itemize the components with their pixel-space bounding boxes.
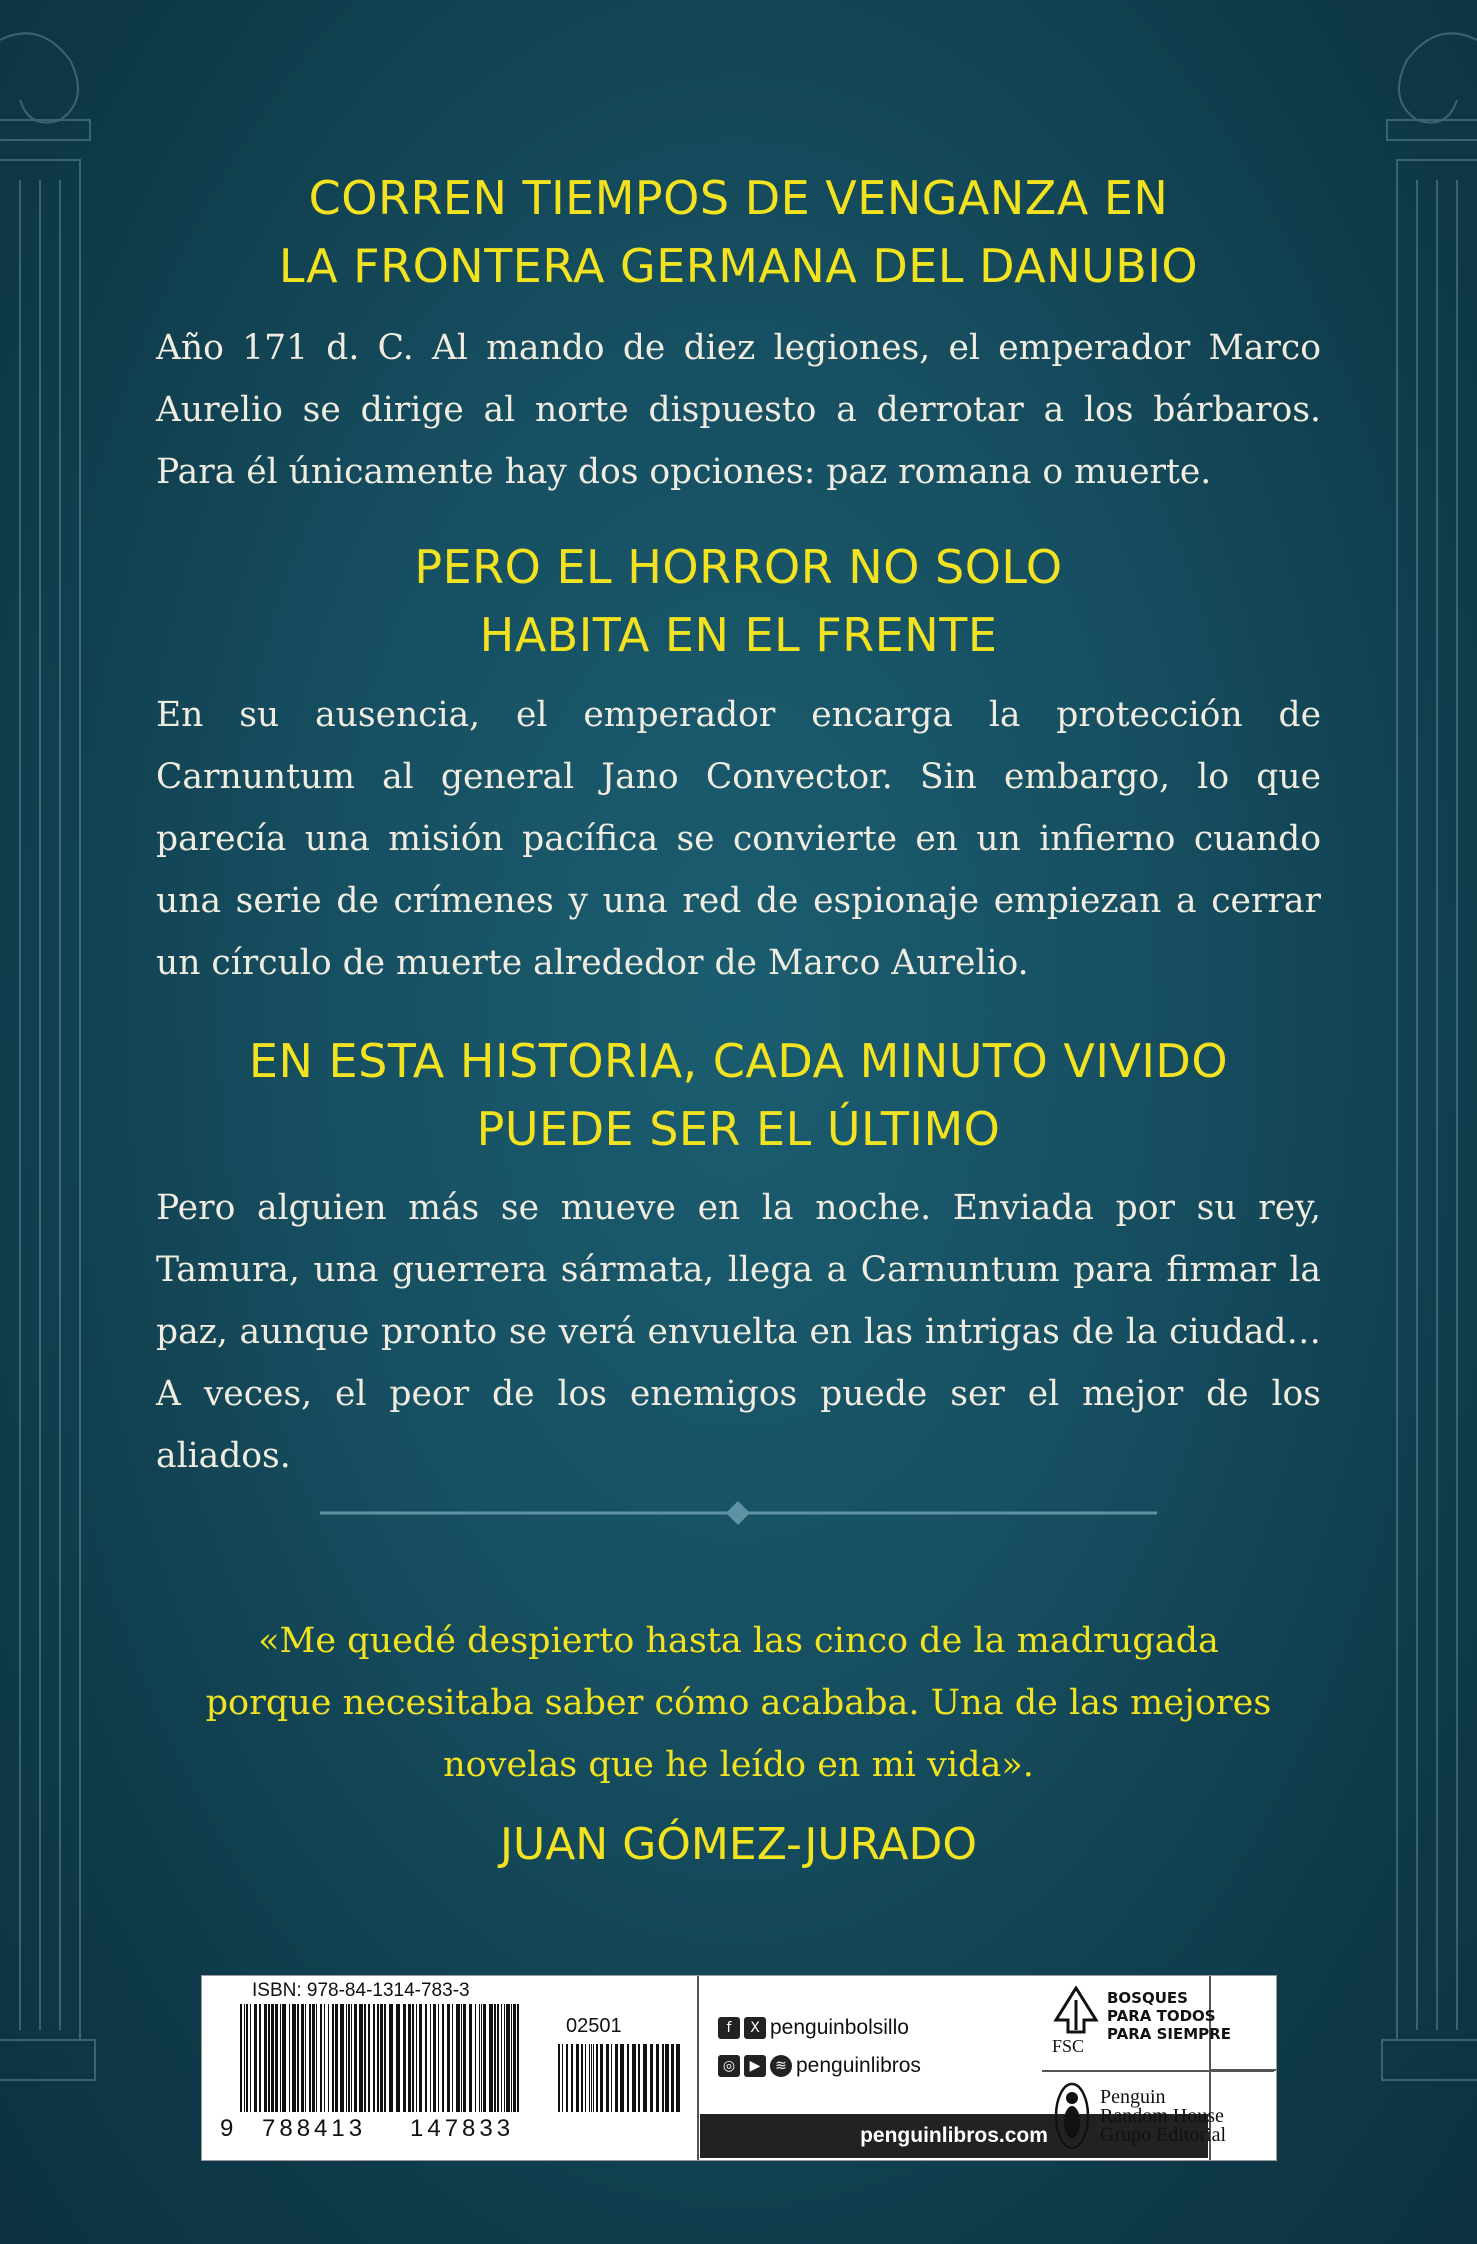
panel-separator: [1042, 2070, 1274, 2072]
website-link[interactable]: penguinlibros.com: [700, 2114, 1208, 2158]
barcode-bar: [324, 2004, 325, 2112]
penguin-logo-icon: [1054, 2082, 1090, 2150]
barcode-bar: [469, 2004, 472, 2112]
social-handle-2[interactable]: penguinlibros: [796, 2054, 921, 2077]
barcode-bar: [354, 2004, 357, 2112]
barcode-bar: [419, 2004, 422, 2112]
barcode-bar: [504, 2004, 505, 2112]
price-barcode-bar: [585, 2044, 586, 2112]
price-barcode-bar: [671, 2044, 674, 2112]
barcode-bar: [463, 2004, 466, 2112]
price-barcode-bar: [643, 2044, 647, 2112]
barcode-bar: [340, 2004, 344, 2112]
ornamental-divider: [320, 1498, 1157, 1528]
price-barcode-bar: [620, 2044, 624, 2112]
barcode-digit-first: 9: [220, 2115, 234, 2142]
quote-line2: porque necesitaba saber cómo acababa. Una de las mejores: [205, 1683, 1272, 1723]
barcode-bar: [456, 2004, 460, 2112]
price-barcode-bar: [650, 2044, 653, 2112]
right-column-ornament: [1372, 0, 1477, 2244]
barcode-bar: [246, 2004, 248, 2112]
barcode-bar: [479, 2004, 480, 2112]
fsc-line3: PARA SIEMPRE: [1107, 2025, 1231, 2043]
price-barcode-bar: [581, 2044, 583, 2112]
fsc-line2: PARA TODOS: [1107, 2007, 1216, 2025]
barcode-bar: [359, 2004, 363, 2112]
barcode-bar: [305, 2004, 306, 2112]
fsc-label: FSC: [1052, 2036, 1085, 2056]
price-barcode-bar: [638, 2044, 640, 2112]
barcode-bar: [517, 2004, 519, 2112]
section1-heading-line2: LA FRONTERA GERMANA DEL DANUBIO: [278, 239, 1199, 293]
barcode-bar: [301, 2004, 304, 2112]
isbn-text: ISBN: 978-84-1314-783-3: [252, 1980, 470, 2001]
left-column-ornament: [0, 0, 105, 2244]
section3-text: Pero alguien más se mueve en la noche. Enviada por su rey, Tamura, una guerrera sármata, llega a Carnuntum para firmar la paz, aunque pronto se verá envuelta en las intrigas de la ciudad… A veces, el peor de los enemigos puede ser el mejor de los aliados.: [156, 1188, 1321, 1476]
section2-heading: [156, 533, 1321, 669]
price-barcode-bar: [627, 2044, 629, 2112]
section3-heading-line1: EN ESTA HISTORIA, CADA MINUTO VIVIDO: [248, 1034, 1229, 1088]
barcode-panel: [201, 1975, 1277, 2161]
barcode-bar: [275, 2004, 278, 2112]
barcode-bar: [254, 2004, 257, 2112]
price-barcode-bar: [615, 2044, 618, 2112]
barcode-bar: [348, 2004, 350, 2112]
barcode-bar: [364, 2004, 366, 2112]
price-barcode-bar: [665, 2044, 669, 2112]
publisher-line2: Random House: [1100, 2105, 1224, 2127]
barcode-bar: [271, 2004, 274, 2112]
youtube-icon[interactable]: ▶: [744, 2055, 766, 2077]
barcode-bar: [380, 2004, 383, 2112]
barcode-bar: [259, 2004, 261, 2112]
barcode-bar: [384, 2004, 386, 2112]
barcode-bar: [292, 2004, 296, 2112]
barcode-digits-group2: 147833: [410, 2115, 515, 2142]
social-row-1: [718, 2016, 909, 2040]
section2-heading-line2: HABITA EN EL FRENTE: [479, 608, 998, 662]
barcode-bar: [425, 2004, 427, 2112]
barcode-bar: [368, 2004, 370, 2112]
social-row-2: [718, 2054, 921, 2078]
barcode-bar: [328, 2004, 329, 2112]
fsc-line1: BOSQUES: [1107, 1989, 1188, 2007]
barcode-bar: [240, 2004, 242, 2112]
barcode-bar: [280, 2004, 281, 2112]
price-barcode-bar: [591, 2044, 592, 2112]
barcode-bar: [412, 2004, 414, 2112]
barcode-bar: [430, 2004, 431, 2112]
barcode-bar: [335, 2004, 338, 2112]
barcode-bar: [297, 2004, 299, 2112]
barcode-bar: [312, 2004, 315, 2112]
price-barcode-bar: [562, 2044, 563, 2112]
barcode-bar: [389, 2004, 393, 2112]
barcode-bar: [309, 2004, 311, 2112]
price-barcode-bar: [611, 2044, 612, 2112]
facebook-icon[interactable]: f: [718, 2017, 740, 2039]
section2-text: En su ausencia, el emperador encarga la protección de Carnuntum al general Jano Convector. Sin embargo, lo que parecía una misión pacífica se convierte en un infierno cuando una serie de crímenes y una red de espionaje empiezan a cerrar un círculo de muerte alrededor de Marco Aurelio.: [156, 695, 1321, 983]
price-barcode-bar: [558, 2044, 560, 2112]
barcode-bar: [250, 2004, 251, 2112]
barcode-bar: [377, 2004, 379, 2112]
barcode-bar: [332, 2004, 334, 2112]
barcode-bar: [351, 2004, 352, 2112]
barcode-bar: [513, 2004, 516, 2112]
section3-heading: [156, 1027, 1321, 1163]
barcode-bar: [483, 2004, 486, 2112]
blurb-quote: [156, 1610, 1321, 1796]
barcode-bar: [408, 2004, 411, 2112]
barcode-bar: [403, 2004, 406, 2112]
barcode-bar: [461, 2004, 462, 2112]
barcode-bar: [268, 2004, 270, 2112]
x-icon[interactable]: X: [744, 2017, 766, 2039]
barcode-digits-group1: 788413: [262, 2115, 367, 2142]
social-handle-1[interactable]: penguinbolsillo: [770, 2016, 909, 2039]
barcode-bar: [447, 2004, 450, 2112]
barcode-bar: [497, 2004, 499, 2112]
barcode-bar: [511, 2004, 512, 2112]
price-barcode-bar: [656, 2044, 659, 2112]
barcode-bar: [320, 2004, 322, 2112]
price-barcode-bar: [600, 2044, 603, 2112]
quote-author: JUAN GÓMEZ-JURADO: [500, 1819, 977, 1870]
barcode-bar: [416, 2004, 417, 2112]
barcode-bar: [244, 2004, 245, 2112]
price-barcode-bar: [632, 2044, 636, 2112]
publisher-line3: Grupo Editorial: [1100, 2124, 1227, 2146]
price-barcode-bar: [566, 2044, 568, 2112]
spotify-icon[interactable]: ≋: [770, 2055, 792, 2077]
price-barcode-bar: [593, 2044, 594, 2112]
section3-heading-line2: PUEDE SER EL ÚLTIMO: [476, 1102, 1001, 1156]
barcode-bar: [489, 2004, 493, 2112]
quote-line3: novelas que he leído en mi vida».: [443, 1745, 1034, 1785]
barcode-bar: [433, 2004, 436, 2112]
section2-heading-line1: PERO EL HORROR NO SOLO: [414, 540, 1063, 594]
barcode-bar: [289, 2004, 290, 2112]
barcode-bar: [438, 2004, 439, 2112]
barcode-bar: [452, 2004, 453, 2112]
price-barcode-bar: [662, 2044, 664, 2112]
fsc-tree-icon: [1050, 1986, 1102, 2034]
price-barcode-bar: [676, 2044, 680, 2112]
barcode-bar: [346, 2004, 347, 2112]
section1-heading-line1: CORREN TIEMPOS DE VENGANZA EN: [308, 171, 1169, 225]
publisher-logo-text: [1100, 2088, 1226, 2145]
publisher-line1: Penguin: [1100, 2086, 1166, 2108]
barcode-bar: [316, 2004, 317, 2112]
quote-line1: «Me quedé despierto hasta las cinco de la madrugada: [258, 1621, 1219, 1661]
barcode-bar: [373, 2004, 375, 2112]
price-barcode-bar: [596, 2044, 598, 2112]
barcode-bar: [442, 2004, 444, 2112]
price-code: 02501: [566, 2015, 622, 2037]
barcode-bar: [501, 2004, 502, 2112]
barcode-bar: [396, 2004, 400, 2112]
price-barcode-bar: [589, 2044, 590, 2112]
barcode-bar: [506, 2004, 510, 2112]
instagram-icon[interactable]: ◎: [718, 2055, 740, 2077]
section1-heading: [156, 164, 1321, 300]
barcode-bar: [494, 2004, 496, 2112]
price-barcode-bar: [606, 2044, 609, 2112]
barcode-bar: [282, 2004, 286, 2112]
price-barcode-bar: [576, 2044, 579, 2112]
section1-text: Año 171 d. C. Al mando de diez legiones, el emperador Marco Aurelio se dirige al norte dispuesto a derrotar a los bárbaros. Para él únicamente hay dos opciones: paz romana o muerte.: [156, 328, 1321, 492]
barcode-bar: [264, 2004, 267, 2112]
price-barcode-bar: [571, 2044, 573, 2112]
barcode-bar: [475, 2004, 476, 2112]
barcode-bar: [481, 2004, 482, 2112]
